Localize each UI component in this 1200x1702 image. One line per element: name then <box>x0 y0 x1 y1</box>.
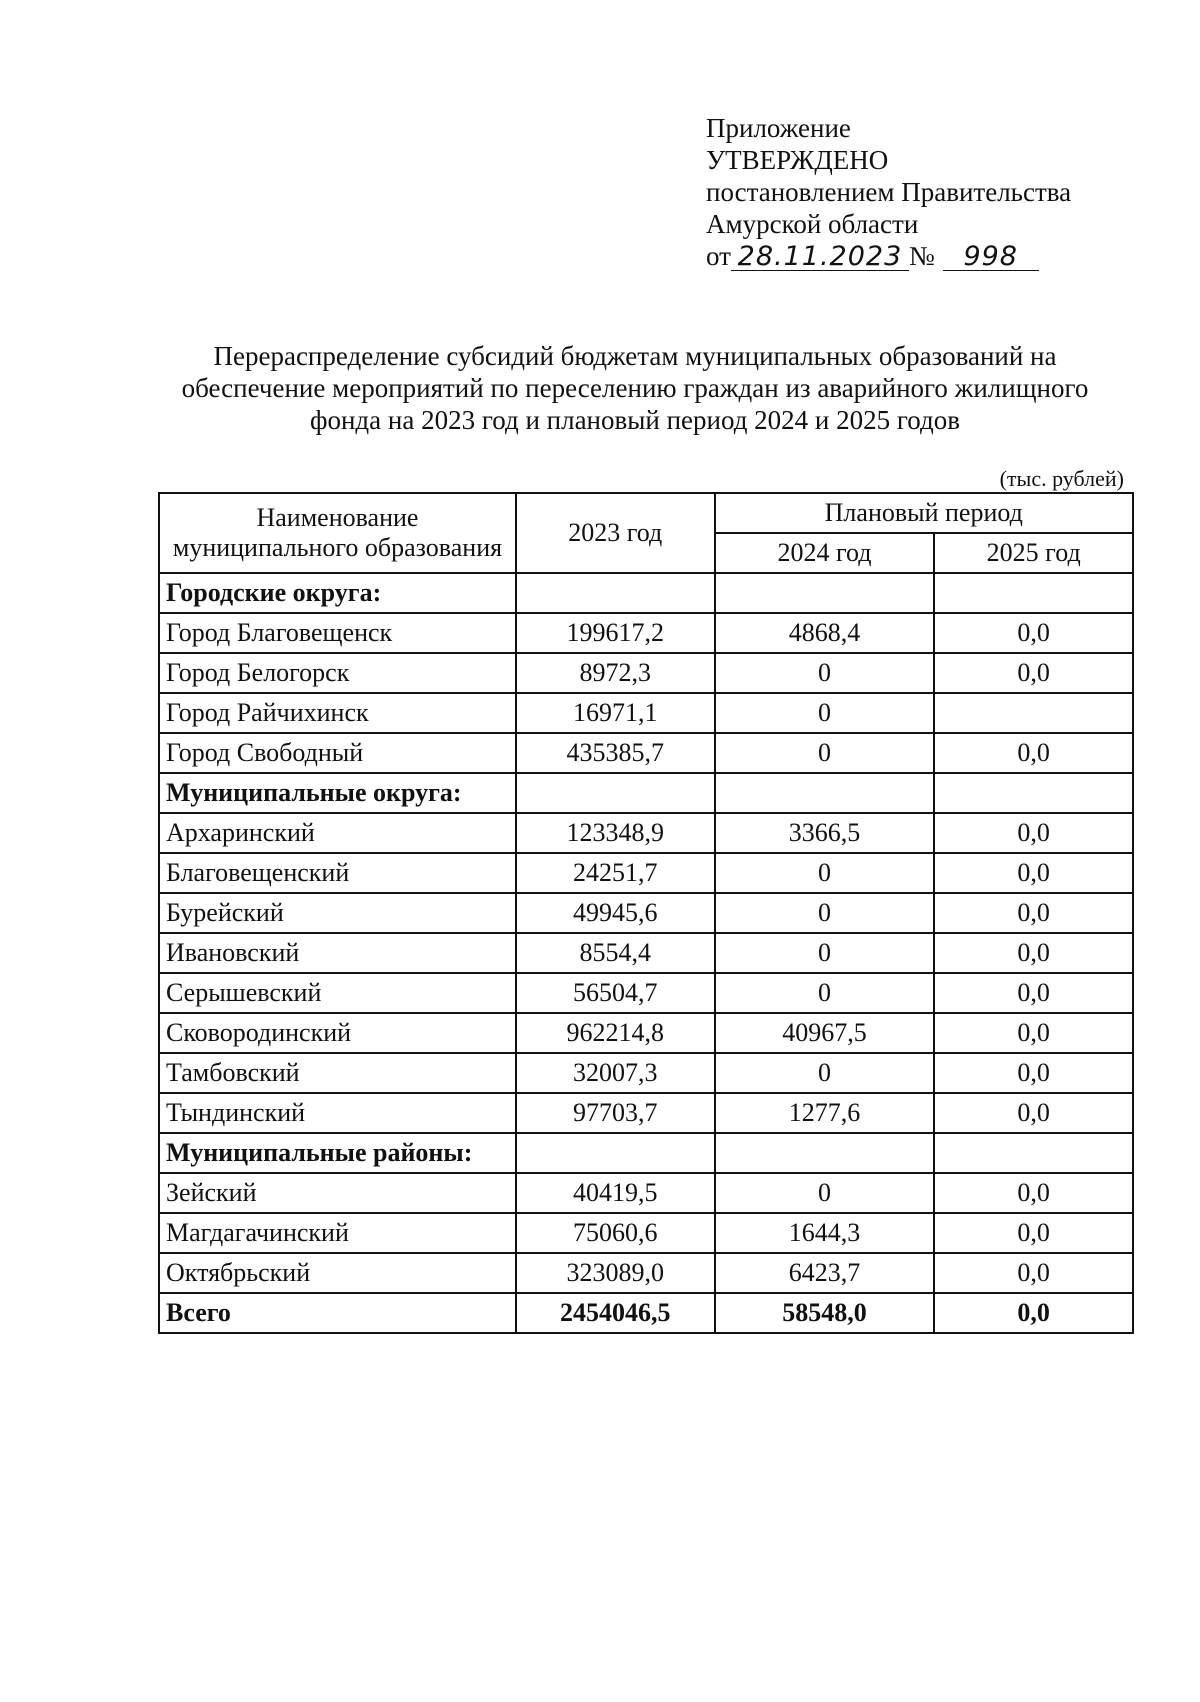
cell-name: Всего <box>159 1293 516 1333</box>
table-row <box>159 933 1133 973</box>
cell-2023: 32007,3 <box>516 1053 715 1093</box>
total-row <box>159 1293 1133 1333</box>
section-row <box>159 773 1133 813</box>
cell-2024: 1277,6 <box>715 1093 935 1133</box>
number-sign: № <box>908 241 935 271</box>
cell-2025: 0,0 <box>934 1213 1133 1253</box>
cell-2025: 0,0 <box>934 1293 1133 1333</box>
cell-2024: 1644,3 <box>715 1213 935 1253</box>
cell-name: Муниципальные округа: <box>159 773 516 813</box>
cell-2023: 97703,7 <box>516 1093 715 1133</box>
cell-2023: 435385,7 <box>516 733 715 773</box>
cell-2024: 3366,5 <box>715 813 935 853</box>
title-line-2: обеспечение мероприятий по переселению граждан из аварийного жилищного <box>181 373 1089 403</box>
table-row <box>159 893 1133 933</box>
units-note: (тыс. рублей) <box>999 466 1124 491</box>
cell-2024: 58548,0 <box>715 1293 935 1333</box>
cell-name: Октябрьский <box>159 1253 516 1293</box>
cell-2023: 323089,0 <box>516 1253 715 1293</box>
header-2025: 2025 год <box>934 533 1133 573</box>
approval-date-line <box>706 240 1071 272</box>
cell-2023 <box>516 573 715 613</box>
document-title <box>140 340 1130 436</box>
cell-2023 <box>516 773 715 813</box>
cell-2024: 0 <box>715 653 935 693</box>
approval-approved: УТВЕРЖДЕНО <box>706 145 889 175</box>
cell-name: Зейский <box>159 1173 516 1213</box>
cell-name: Город Белогорск <box>159 653 516 693</box>
cell-name: Тамбовский <box>159 1053 516 1093</box>
cell-2024: 0 <box>715 1053 935 1093</box>
cell-2025: 0,0 <box>934 613 1133 653</box>
cell-name: Тындинский <box>159 1093 516 1133</box>
cell-2025: 0,0 <box>934 653 1133 693</box>
cell-2025: 0,0 <box>934 1053 1133 1093</box>
cell-2024: 0 <box>715 853 935 893</box>
cell-2023: 24251,7 <box>516 853 715 893</box>
cell-name: Магдагачинский <box>159 1213 516 1253</box>
cell-2024: 0 <box>715 973 935 1013</box>
cell-name: Бурейский <box>159 893 516 933</box>
approval-block <box>706 112 1071 272</box>
title-line-1: Перераспределение субсидий бюджетам муниципальных образований на <box>213 341 1057 371</box>
cell-2023: 8554,4 <box>516 933 715 973</box>
cell-name: Сковородинский <box>159 1013 516 1053</box>
cell-2023: 56504,7 <box>516 973 715 1013</box>
table-body <box>159 573 1133 1333</box>
table-row <box>159 973 1133 1013</box>
cell-2024: 6423,7 <box>715 1253 935 1293</box>
table-row <box>159 1173 1133 1213</box>
cell-2024 <box>715 773 935 813</box>
table-row <box>159 1013 1133 1053</box>
cell-2025: 0,0 <box>934 1253 1133 1293</box>
cell-2024: 4868,4 <box>715 613 935 653</box>
table-row <box>159 853 1133 893</box>
cell-2025: 0,0 <box>934 1173 1133 1213</box>
subsidy-table <box>158 492 1134 1334</box>
cell-2023: 75060,6 <box>516 1213 715 1253</box>
table-row <box>159 653 1133 693</box>
cell-name: Город Благовещенск <box>159 613 516 653</box>
cell-2023: 16971,1 <box>516 693 715 733</box>
cell-2024 <box>715 573 935 613</box>
cell-2023 <box>516 1133 715 1173</box>
header-2024: 2024 год <box>715 533 935 573</box>
cell-2025: 0,0 <box>934 933 1133 973</box>
cell-2024 <box>715 1133 935 1173</box>
cell-name: Серышевский <box>159 973 516 1013</box>
table-row <box>159 1093 1133 1133</box>
header-planned-period: Плановый период <box>715 493 1133 533</box>
table-row <box>159 1053 1133 1093</box>
cell-name: Город Райчихинск <box>159 693 516 733</box>
cell-2025: 0,0 <box>934 853 1133 893</box>
cell-2025: 0,0 <box>934 893 1133 933</box>
cell-2025 <box>934 693 1133 733</box>
cell-2023: 2454046,5 <box>516 1293 715 1333</box>
approval-region: Амурской области <box>706 209 919 239</box>
section-row <box>159 1133 1133 1173</box>
cell-name: Городские округа: <box>159 573 516 613</box>
handwritten-date: 28.11.2023 <box>731 244 909 271</box>
cell-2024: 40967,5 <box>715 1013 935 1053</box>
cell-2024: 0 <box>715 733 935 773</box>
cell-2024: 0 <box>715 933 935 973</box>
cell-2025: 0,0 <box>934 973 1133 1013</box>
table-row <box>159 813 1133 853</box>
cell-2023: 199617,2 <box>516 613 715 653</box>
cell-2023: 49945,6 <box>516 893 715 933</box>
header-name: Наименование муниципального образования <box>159 493 516 573</box>
section-row <box>159 573 1133 613</box>
cell-2023: 123348,9 <box>516 813 715 853</box>
cell-name: Благовещенский <box>159 853 516 893</box>
cell-2025 <box>934 773 1133 813</box>
date-prefix: от <box>706 241 731 271</box>
cell-2025: 0,0 <box>934 733 1133 773</box>
cell-2023: 40419,5 <box>516 1173 715 1213</box>
cell-2024: 0 <box>715 1173 935 1213</box>
handwritten-number: 998 <box>943 244 1039 271</box>
table-row <box>159 693 1133 733</box>
header-2023: 2023 год <box>516 493 715 573</box>
cell-name: Ивановский <box>159 933 516 973</box>
cell-2024: 0 <box>715 693 935 733</box>
cell-2023: 962214,8 <box>516 1013 715 1053</box>
cell-2025 <box>934 573 1133 613</box>
cell-name: Архаринский <box>159 813 516 853</box>
table-row <box>159 733 1133 773</box>
title-line-3: фонда на 2023 год и плановый период 2024 и 2025 годов <box>309 405 960 435</box>
approval-resolution: постановлением Правительства <box>706 177 1072 207</box>
table-row <box>159 1213 1133 1253</box>
cell-2023: 8972,3 <box>516 653 715 693</box>
cell-name: Город Свободный <box>159 733 516 773</box>
cell-2025: 0,0 <box>934 813 1133 853</box>
approval-appendix: Приложение <box>706 113 851 143</box>
cell-name: Муниципальные районы: <box>159 1133 516 1173</box>
table-row <box>159 1253 1133 1293</box>
table-row <box>159 613 1133 653</box>
cell-2025 <box>934 1133 1133 1173</box>
cell-2025: 0,0 <box>934 1013 1133 1053</box>
cell-2024: 0 <box>715 893 935 933</box>
cell-2025: 0,0 <box>934 1093 1133 1133</box>
